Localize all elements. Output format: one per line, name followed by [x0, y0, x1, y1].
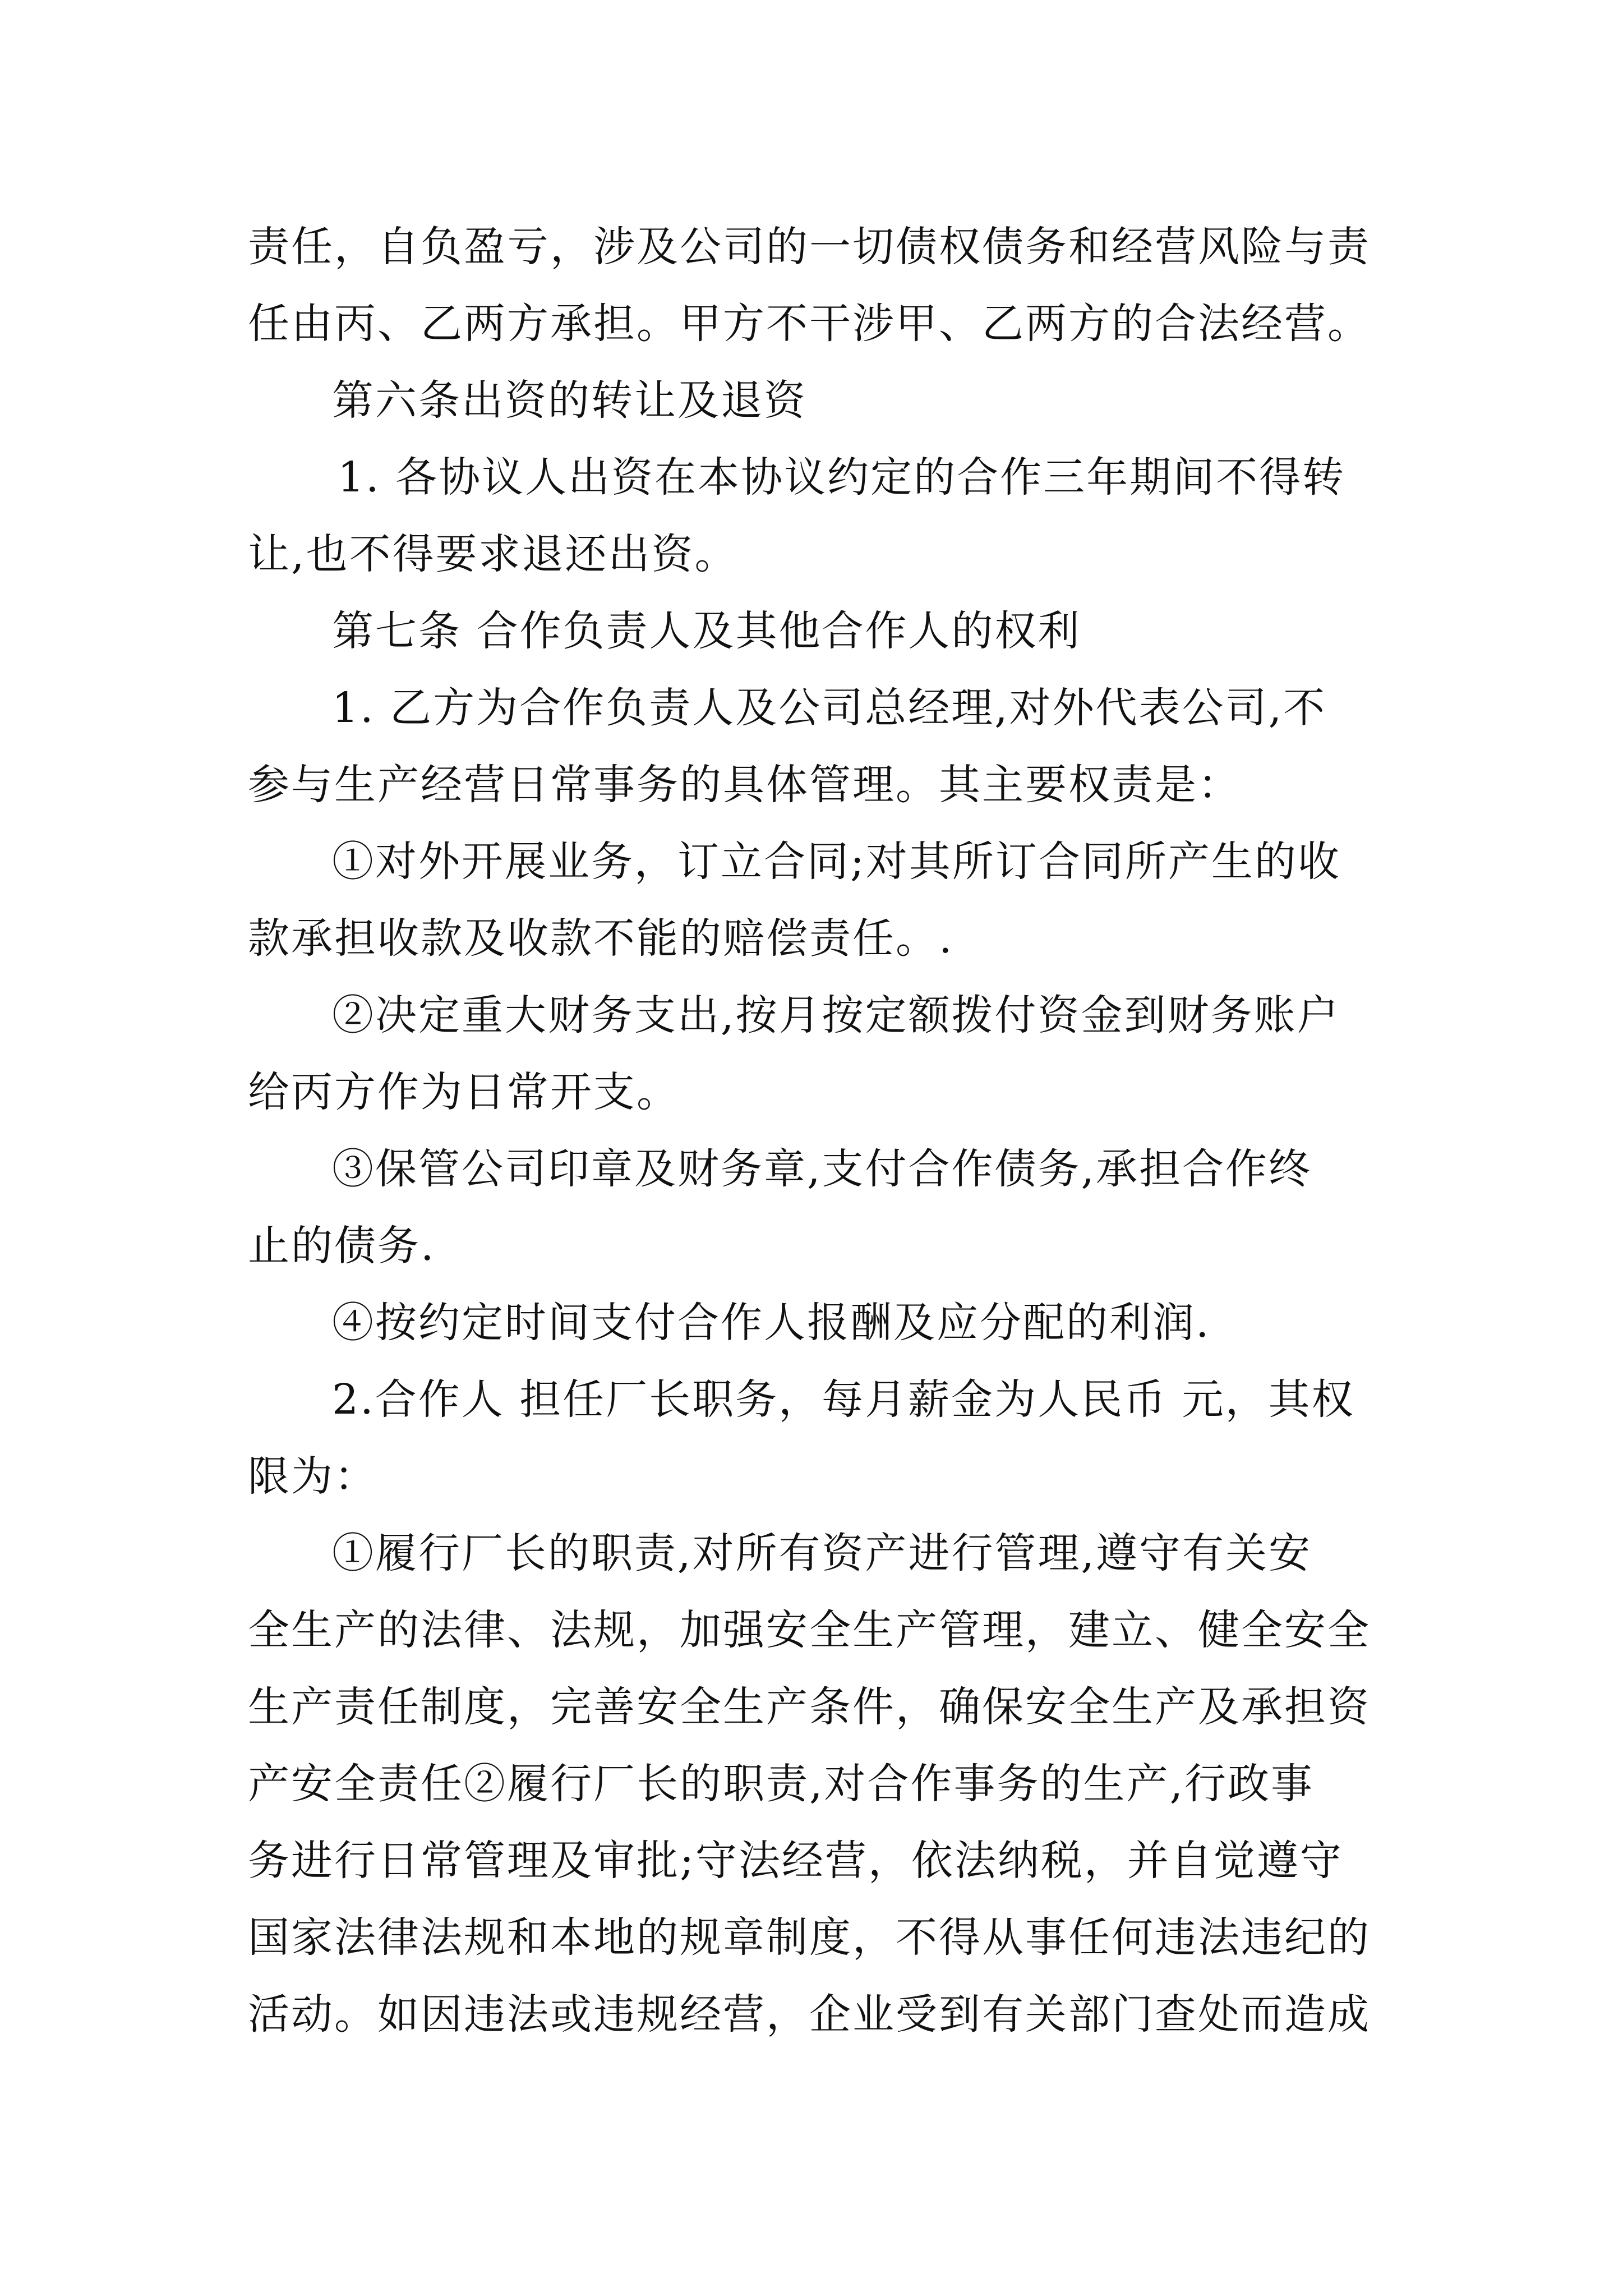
text-line: 给丙方作为日常开支。	[248, 1068, 680, 1116]
text-line: 生产责任制度，完善安全生产条件，确保安全生产及承担资	[248, 1683, 1371, 1731]
text-line: ①对外开展业务，订立合同;对其所订合同所产生的收	[332, 838, 1341, 886]
text-line: 参与生产经营日常事务的具体管理。其主要权责是：	[248, 761, 1241, 809]
text-line: 国家法律法规和本地的规章制度，不得从事任何违法违纪的	[248, 1913, 1371, 1962]
text-line: 止的债务.	[248, 1222, 436, 1270]
text-line: ①履行厂长的职责,对所有资产进行管理,遵守有关安	[332, 1529, 1312, 1577]
text-line: 产安全责任②履行厂长的职责,对合作事务的生产,行政事	[248, 1760, 1315, 1808]
text-line: 款承担收款及收款不能的赔偿责任。.	[248, 914, 954, 963]
text-line: ③保管公司印章及财务章,支付合作债务,承担合作终	[332, 1145, 1312, 1193]
section-heading-article-6: 第六条出资的转让及退资	[332, 376, 807, 425]
text-line: 2.合作人 担任厂长职务，每月薪金为人民币 元，其权	[332, 1375, 1355, 1424]
document-body	[248, 209, 1403, 2053]
text-line: 任由丙、乙两方承担。甲方不干涉甲、乙两方的合法经营。	[248, 300, 1371, 348]
text-line: 1. 各协议人出资在本协议约定的合作三年期间不得转	[338, 453, 1346, 501]
text-line: 1. 乙方为合作负责人及公司总经理,对外代表公司,不	[332, 684, 1327, 732]
text-line: 全生产的法律、法规，加强安全生产管理，建立、健全安全	[248, 1606, 1371, 1654]
text-line: 务进行日常管理及审批;守法经营，依法纳税，并自觉遵守	[248, 1837, 1343, 1885]
text-line: 限为：	[248, 1452, 377, 1501]
text-line: ②决定重大财务支出,按月按定额拨付资金到财务账户	[332, 991, 1340, 1039]
text-line: 让,也不得要求退还出资。	[248, 530, 738, 578]
text-line: 责任，自负盈亏，涉及公司的一切债权债务和经营风险与责	[248, 223, 1371, 271]
text-line: 活动。如因违法或违规经营，企业受到有关部门查处而造成	[248, 1990, 1371, 2039]
text-line: ④按约定时间支付合作人报酬及应分配的利润.	[332, 1299, 1211, 1347]
section-heading-article-7: 第七条 合作负责人及其他合作人的权利	[332, 607, 1081, 655]
